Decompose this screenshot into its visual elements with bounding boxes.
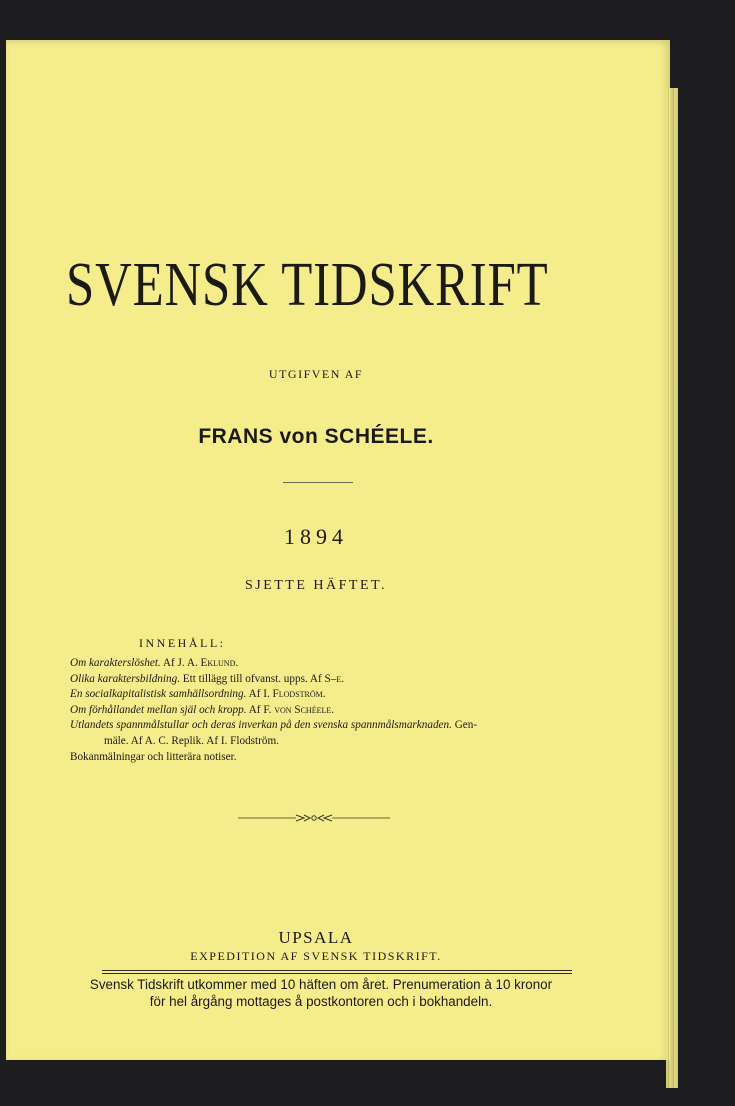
contents-heading: INNEHÅLL: — [139, 636, 226, 650]
article-author: I. Flodström. — [263, 688, 326, 701]
divider-rule — [283, 482, 353, 483]
publication-year: 1894 — [284, 524, 348, 549]
article-title: Utlandets spannmålstullar och deras inverkan på den svenska spannmålsmarknaden. — [70, 719, 452, 732]
journal-cover — [6, 40, 670, 1060]
article-author: S–e. — [324, 672, 345, 685]
contents-entry — [70, 703, 630, 719]
article-title: Om karakterslöshet. — [70, 657, 161, 669]
article-note: Ett tillägg till ofvanst. upps. — [182, 672, 308, 685]
journal-title: SVENSK TIDSKRIFT — [66, 251, 549, 319]
author-prefix: Af — [162, 657, 175, 669]
contents-entry — [70, 672, 630, 688]
author-prefix: Af — [248, 688, 261, 701]
contents-continuation: mäle. Af A. C. Replik. Af I. Flodström. — [104, 734, 279, 747]
article-title: Olika karaktersbildning. — [70, 672, 180, 685]
notice-line: Svensk Tidskrift utkommer med 10 häften om året. Prenumeration à 10 kronor — [89, 977, 553, 992]
article-title: Om förhållandet mellan själ och kropp. — [70, 703, 247, 716]
article-author: F. von Schéele. — [263, 703, 335, 716]
notice-line: för hel årgång mottages å postkontoren och i bokhandeln. — [149, 994, 493, 1009]
bottom-rule-thin — [102, 973, 572, 974]
contents-entry-reviews: Bokanmälningar och litterära notiser. — [70, 750, 237, 763]
article-author: J. A. Eklund. — [177, 657, 239, 669]
contents-entry — [70, 656, 630, 672]
editor-name: FRANS von SCHÉELE. — [198, 425, 434, 448]
author-prefix: Af — [309, 672, 322, 685]
article-note: Gen- — [454, 719, 478, 732]
contents-entry — [70, 718, 630, 734]
published-by-label: UTGIFVEN AF — [268, 367, 364, 381]
page-edges — [666, 88, 678, 1088]
subscription-notice — [56, 976, 586, 1010]
contents-entry — [70, 687, 630, 703]
expedition-line: EXPEDITION AF SVENSK TIDSKRIFT. — [190, 949, 442, 963]
author-prefix: Af — [248, 703, 261, 716]
article-title: En socialkapitalistisk samhällsordning. — [70, 688, 247, 701]
bottom-rule — [102, 970, 572, 971]
ornament-divider — [238, 810, 390, 826]
contents-list — [70, 656, 630, 765]
issue-label: SJETTE HÄFTET. — [244, 578, 388, 593]
publication-place: UPSALA — [278, 928, 354, 947]
